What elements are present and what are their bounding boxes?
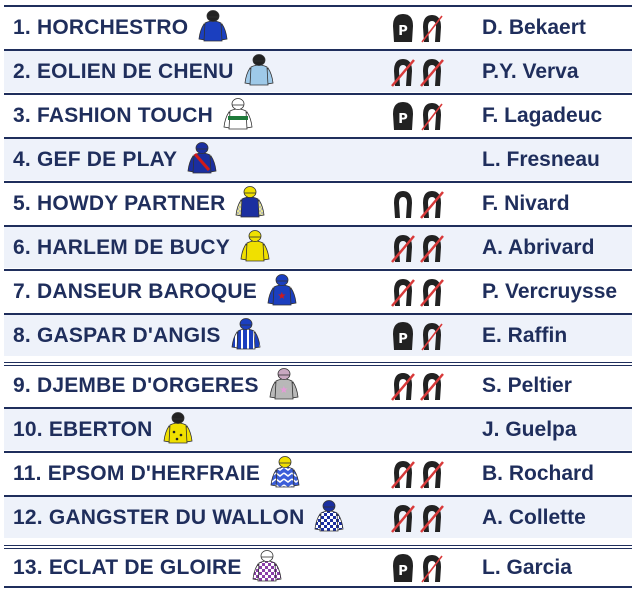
jockey-name: L. Garcia <box>482 555 572 579</box>
unshod-front-icon <box>390 276 416 308</box>
shoeing-info <box>390 366 445 405</box>
shoeing-info <box>390 227 445 268</box>
runner-number: 4. <box>13 147 31 171</box>
runner-name <box>13 366 301 405</box>
runner-name <box>13 315 263 356</box>
shoeing-info <box>390 95 445 136</box>
runner-number: 1. <box>13 15 31 39</box>
runner-row[interactable] <box>4 137 632 180</box>
shod-hind-icon <box>419 552 445 584</box>
runner-row[interactable] <box>4 5 632 48</box>
jockey-silk-icon <box>221 96 255 136</box>
runner-name <box>13 549 284 586</box>
shod-hind-icon <box>419 100 445 132</box>
jockey-name: B. Rochard <box>482 461 595 485</box>
runner-row[interactable] <box>4 181 632 224</box>
runner-row[interactable] <box>4 495 632 538</box>
runner-row[interactable] <box>4 93 632 136</box>
unshod-front-plate-icon <box>390 100 416 132</box>
jockey-name: S. Peltier <box>482 373 572 397</box>
runner-name-text: FASHION TOUCH <box>36 103 214 127</box>
shoeing-info <box>390 315 445 356</box>
jockey-name: P. Vercruysse <box>482 279 618 303</box>
runner-number: 9. <box>13 373 31 397</box>
jockey-silk-icon <box>267 366 301 406</box>
runner-row[interactable] <box>4 451 632 494</box>
jockey-silk-icon <box>265 272 299 312</box>
jockey-silk-icon <box>250 548 284 588</box>
jockey-name: F. Lagadeuc <box>482 103 603 127</box>
jockey-silk-icon <box>242 52 276 92</box>
shoeing-info <box>390 453 445 494</box>
jockey-silk-icon <box>229 316 263 356</box>
shoeing-info <box>390 497 445 538</box>
runner-number: 8. <box>13 323 31 347</box>
unshod-hind-icon <box>419 56 445 88</box>
runner-name <box>13 183 267 224</box>
runner-number: 5. <box>13 191 31 215</box>
runner-row[interactable] <box>4 313 632 356</box>
runner-name-text: EOLIEN DE CHENU <box>36 59 234 83</box>
runner-number: 6. <box>13 235 31 259</box>
runner-name-text: ECLAT DE GLOIRE <box>48 555 242 579</box>
runner-row[interactable] <box>4 269 632 312</box>
jockey-silk-icon <box>268 454 302 494</box>
runner-name-text: GASPAR D'ANGIS <box>36 323 221 347</box>
runner-name-text: DANSEUR BAROQUE <box>36 279 257 303</box>
shoeing-info <box>390 51 445 92</box>
shod-hind-icon <box>419 12 445 44</box>
runner-row[interactable] <box>4 362 632 405</box>
runner-name <box>13 95 255 136</box>
runner-name-text: DJEMBE D'ORGERES <box>36 373 259 397</box>
svg-text:P: P <box>398 331 408 347</box>
jockey-name: E. Raffin <box>482 323 568 347</box>
jockey-silk-icon <box>238 228 272 268</box>
runner-name <box>13 453 302 494</box>
runner-number: 2. <box>13 59 31 83</box>
runner-number: 11. <box>13 461 42 485</box>
unshod-hind-icon <box>419 370 445 402</box>
svg-text:P: P <box>398 111 408 127</box>
unshod-hind-icon <box>419 188 445 220</box>
unshod-front-icon <box>390 458 416 490</box>
runner-name <box>13 409 195 450</box>
runner-name-text: GEF DE PLAY <box>36 147 178 171</box>
jockey-silk-icon <box>233 184 267 224</box>
unshod-front-plate-icon <box>390 12 416 44</box>
shoeing-info <box>390 7 445 48</box>
unshod-hind-icon <box>419 232 445 264</box>
unshod-front-icon <box>390 232 416 264</box>
runner-name-text: GANGSTER DU WALLON <box>48 505 305 529</box>
svg-text:P: P <box>398 23 408 39</box>
unshod-front-plate-icon <box>390 320 416 352</box>
jockey-name: P.Y. Verva <box>482 59 579 83</box>
svg-text:★: ★ <box>279 384 289 396</box>
runner-row[interactable] <box>4 545 632 588</box>
shoeing-info <box>390 271 445 312</box>
runner-number: 10. <box>13 417 43 441</box>
runner-number: 12. <box>13 505 43 529</box>
unshod-hind-icon <box>419 502 445 534</box>
unshod-front-icon <box>390 370 416 402</box>
jockey-name: F. Nivard <box>482 191 570 215</box>
jockey-name: A. Abrivard <box>482 235 595 259</box>
runner-name <box>13 271 299 312</box>
shod-front-icon <box>390 188 416 220</box>
runner-name-text: EBERTON <box>48 417 153 441</box>
runner-name-text: HORCHESTRO <box>36 15 189 39</box>
jockey-name: D. Bekaert <box>482 15 586 39</box>
runner-row[interactable] <box>4 49 632 92</box>
unshod-front-plate-icon <box>390 552 416 584</box>
jockey-silk-icon <box>185 140 219 180</box>
shoeing-info <box>390 549 445 586</box>
runner-number: 3. <box>13 103 31 127</box>
unshod-hind-icon <box>419 458 445 490</box>
jockey-silk-icon <box>312 498 346 538</box>
shoeing-info <box>390 183 445 224</box>
runner-name <box>13 7 230 48</box>
unshod-hind-icon <box>419 276 445 308</box>
svg-text:P: P <box>398 563 408 579</box>
runner-row[interactable] <box>4 225 632 268</box>
unshod-front-icon <box>390 56 416 88</box>
runner-name-text: HARLEM DE BUCY <box>36 235 230 259</box>
jockey-name: A. Collette <box>482 505 586 529</box>
jockey-name: L. Fresneau <box>482 147 600 171</box>
jockey-silk-icon <box>161 410 195 450</box>
runner-row[interactable] <box>4 407 632 450</box>
runner-name <box>13 227 272 268</box>
runner-name-text: HOWDY PARTNER <box>36 191 226 215</box>
runner-number: 13. <box>13 555 43 579</box>
shod-hind-icon <box>419 320 445 352</box>
runner-name <box>13 497 346 538</box>
runner-name-text: EPSOM D'HERFRAIE <box>47 461 261 485</box>
runner-name <box>13 139 219 180</box>
svg-text:★: ★ <box>277 290 287 302</box>
runner-name <box>13 51 276 92</box>
unshod-front-icon <box>390 502 416 534</box>
jockey-silk-icon <box>196 8 230 48</box>
runner-number: 7. <box>13 279 31 303</box>
jockey-name: J. Guelpa <box>482 417 577 441</box>
